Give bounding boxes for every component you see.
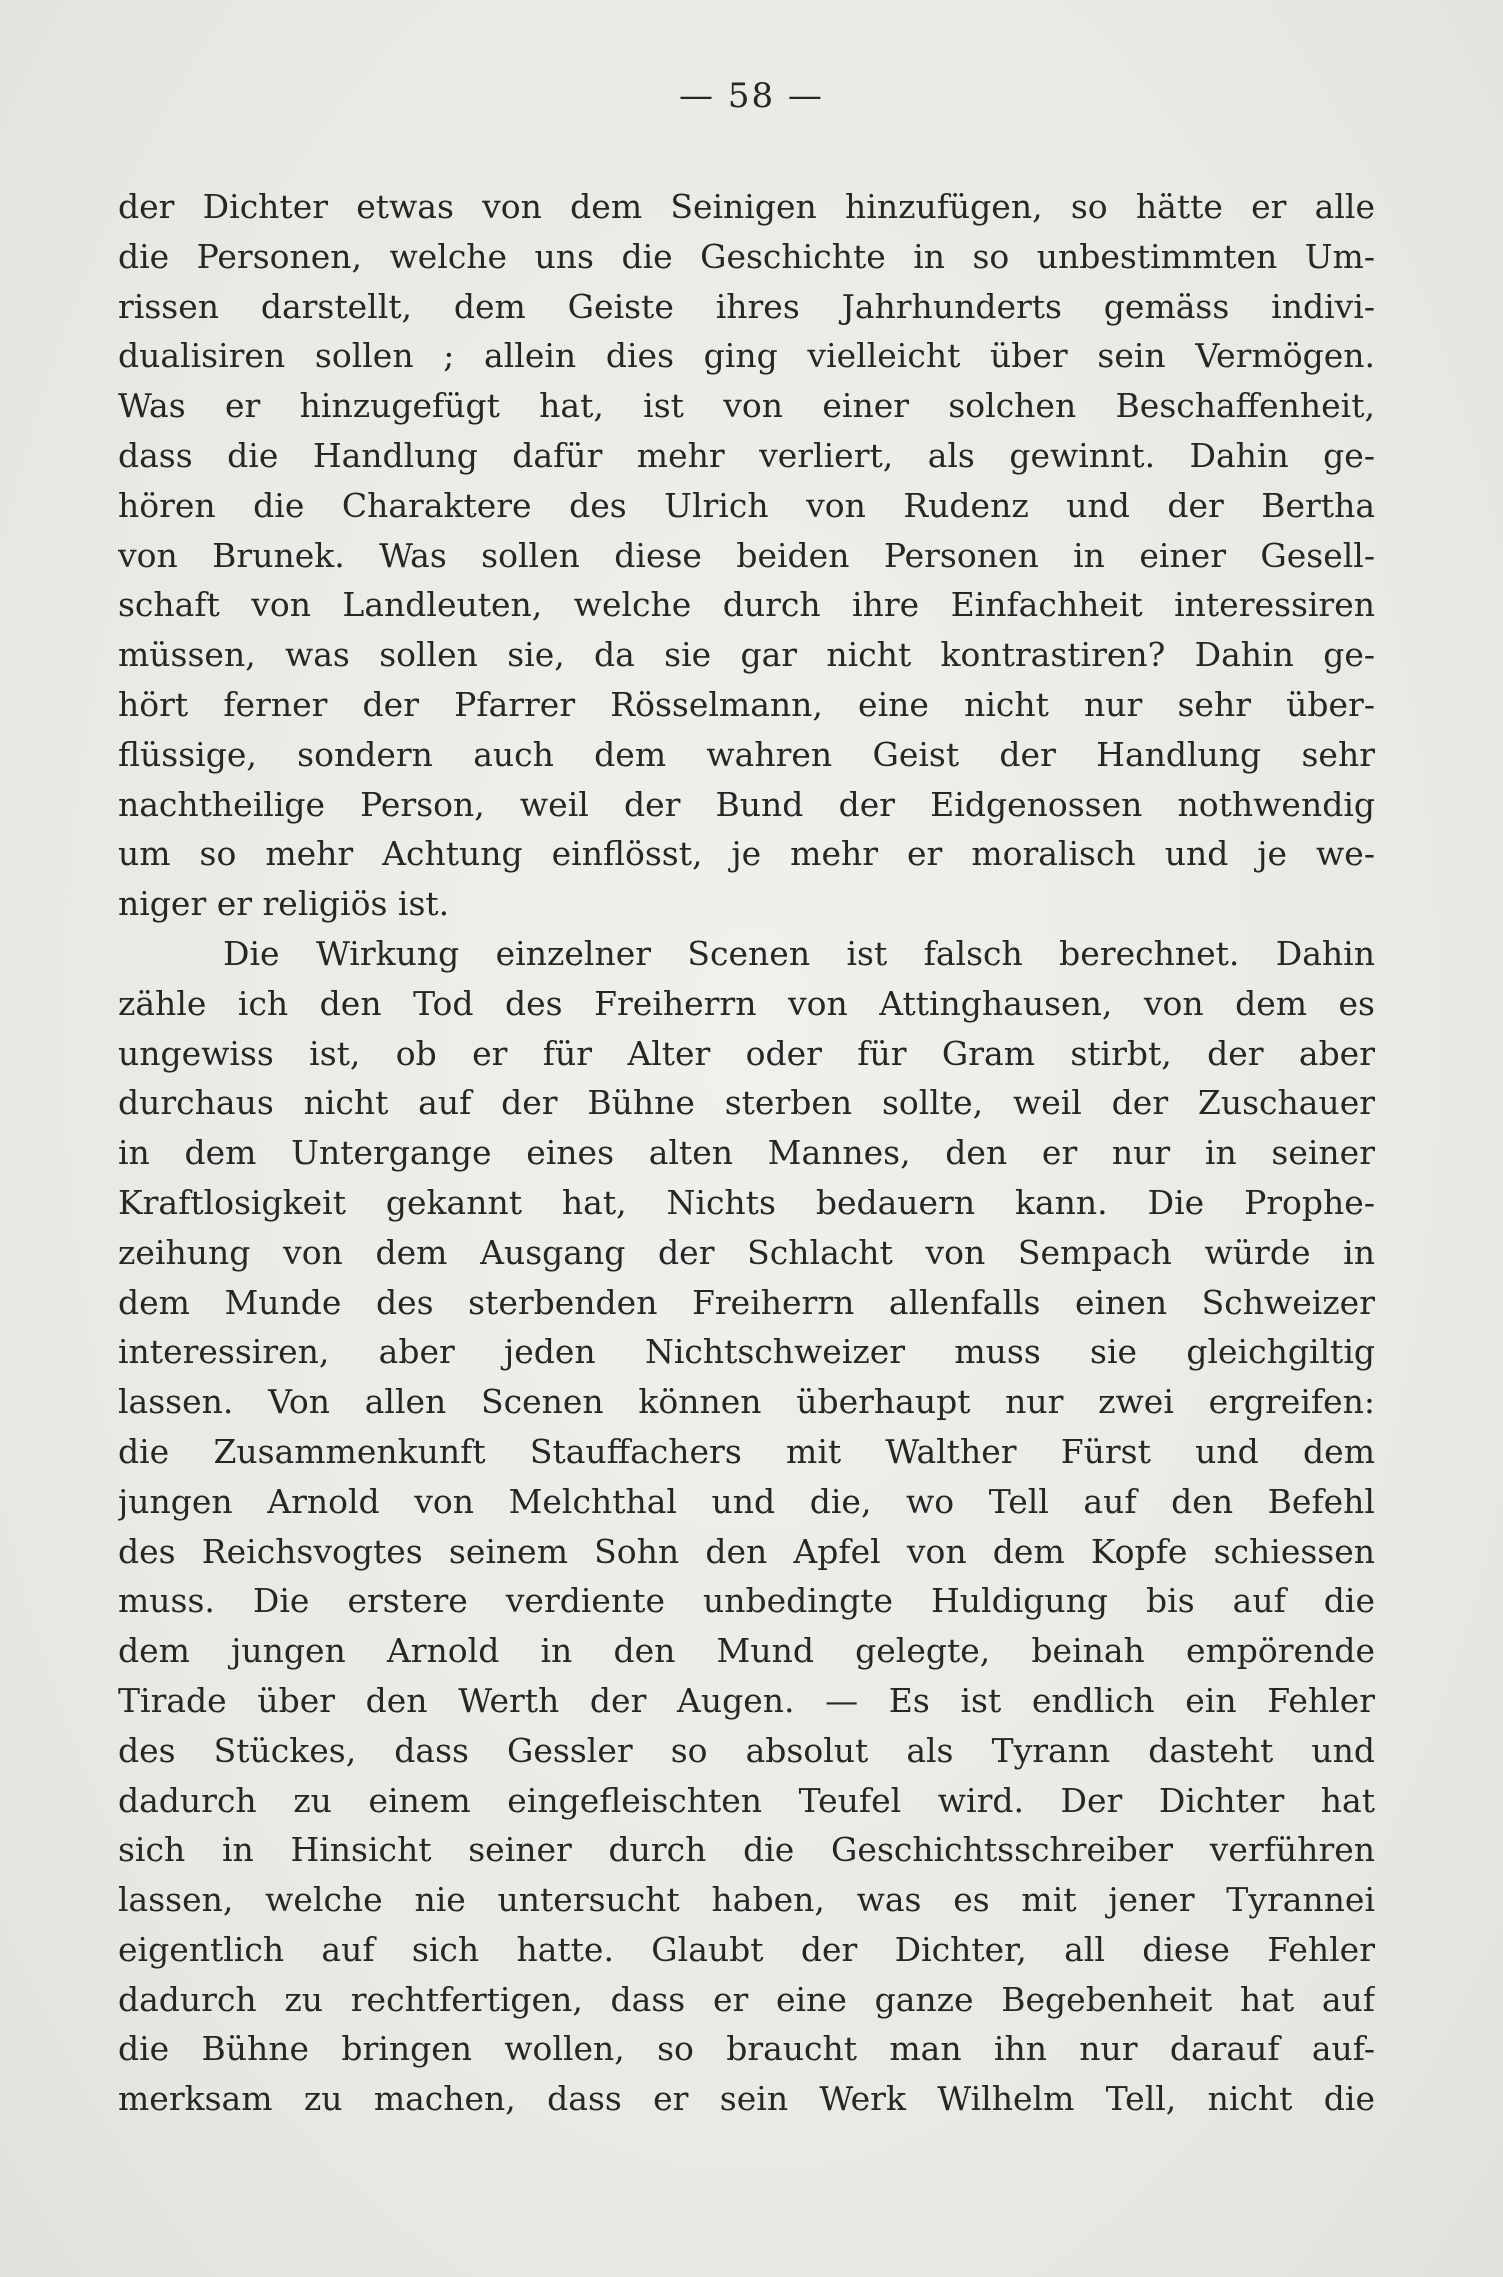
text-line: die Bühne bringen wollen, so braucht man ihn nur darauf auf- [118, 2029, 1375, 2069]
text-line: ungewiss ist, ob er für Alter oder für Gram stirbt, der aber [118, 1033, 1375, 1073]
text-line: lassen. Von allen Scenen können überhaupt nur zwei ergreifen: [118, 1382, 1375, 1422]
text-line: Was er hinzugefügt hat, ist von einer solchen Beschaffenheit, [118, 386, 1375, 426]
text-line: dadurch zu einem eingefleischten Teufel wird. Der Dichter hat [118, 1780, 1375, 1820]
text-line: sich in Hinsicht seiner durch die Geschichtsschreiber verführen [118, 1830, 1375, 1870]
text-line: durchaus nicht auf der Bühne sterben sollte, weil der Zuschauer [118, 1083, 1375, 1123]
text-line: zähle ich den Tod des Freiherrn von Attinghausen, von dem es [118, 983, 1375, 1023]
text-line: die Personen, welche uns die Geschichte in so unbestimmten Um- [118, 236, 1375, 276]
page-number: — 58 — [679, 76, 824, 116]
text-line: dem jungen Arnold in den Mund gelegte, beinah empörende [118, 1631, 1375, 1671]
text-line: merksam zu machen, dass er sein Werk Wilhelm Tell, nicht die [118, 2079, 1375, 2119]
text-line: dass die Handlung dafür mehr verliert, als gewinnt. Dahin ge- [118, 435, 1375, 475]
text-line: müssen, was sollen sie, da sie gar nicht kontrastiren? Dahin ge- [118, 635, 1375, 675]
text-line: eigentlich auf sich hatte. Glaubt der Dichter, all diese Fehler [118, 1929, 1375, 1969]
text-line: von Brunek. Was sollen diese beiden Personen in einer Gesell- [118, 535, 1375, 575]
text-line: in dem Untergange eines alten Mannes, den er nur in seiner [118, 1133, 1375, 1173]
text-line: Tirade über den Werth der Augen. — Es ist endlich ein Fehler [118, 1680, 1375, 1720]
text-line: interessiren, aber jeden Nichtschweizer muss sie gleichgiltig [118, 1332, 1375, 1372]
body-text [118, 182, 1375, 2124]
text-line: hört ferner der Pfarrer Rösselmann, eine nicht nur sehr über- [118, 684, 1375, 724]
text-line: rissen darstellt, dem Geiste ihres Jahrhunderts gemäss indivi- [118, 286, 1375, 326]
text-line: muss. Die erstere verdiente unbedingte Huldigung bis auf die [118, 1581, 1375, 1621]
text-line: nachtheilige Person, weil der Bund der Eidgenossen nothwendig [118, 784, 1375, 824]
text-line: lassen, welche nie untersucht haben, was es mit jener Tyrannei [118, 1880, 1375, 1920]
text-line: flüssige, sondern auch dem wahren Geist der Handlung sehr [118, 734, 1375, 774]
text-line: jungen Arnold von Melchthal und die, wo Tell auf den Befehl [118, 1481, 1375, 1521]
text-line: dem Munde des sterbenden Freiherrn allenfalls einen Schweizer [118, 1282, 1375, 1322]
text-line: des Reichsvogtes seinem Sohn den Apfel von dem Kopfe schiessen [118, 1531, 1375, 1571]
text-line: des Stückes, dass Gessler so absolut als Tyrann dasteht und [118, 1730, 1375, 1770]
text-line: die Zusammenkunft Stauffachers mit Walther Fürst und dem [118, 1431, 1375, 1471]
text-line: um so mehr Achtung einflösst, je mehr er moralisch und je we- [118, 834, 1375, 874]
text-line: der Dichter etwas von dem Seinigen hinzufügen, so hätte er alle [118, 187, 1375, 226]
paragraph-end-line: niger er religiös ist. [118, 884, 450, 924]
text-line: dadurch zu rechtfertigen, dass er eine ganze Begebenheit hat auf [118, 1979, 1375, 2019]
text-line: Kraftlosigkeit gekannt hat, Nichts bedauern kann. Die Prophe- [118, 1182, 1375, 1222]
text-line: hören die Charaktere des Ulrich von Rudenz und der Bertha [118, 485, 1375, 525]
text-line: schaft von Landleuten, welche durch ihre Einfachheit interessiren [118, 585, 1375, 625]
paragraph-start-line: Die Wirkung einzelner Scenen ist falsch berechnet. Dahin [223, 933, 1375, 973]
text-line: dualisiren sollen ; allein dies ging vielleicht über sein Vermögen. [118, 336, 1375, 376]
text-line: zeihung von dem Ausgang der Schlacht von Sempach würde in [118, 1232, 1375, 1272]
